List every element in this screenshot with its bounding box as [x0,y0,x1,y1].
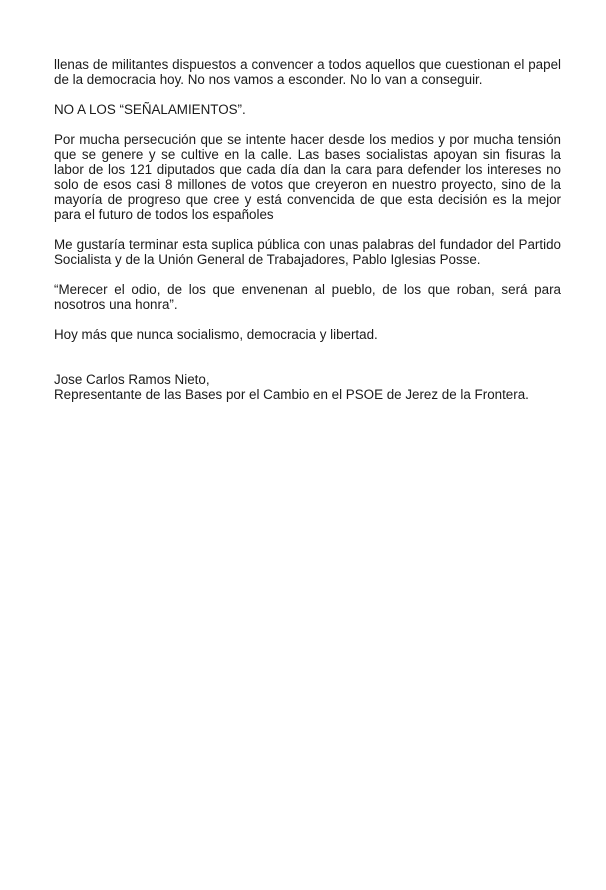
paragraph-closing: Hoy más que nunca socialismo, democracia y libertad. [54,327,378,342]
document-body [54,57,561,402]
paragraph-persecucion: Por mucha persecución que se intente hacer desde los medios y por mucha tensión que se genere y se cultive en la calle. Las bases socialistas apoyan sin fisuras la labor de los 121 diputados que cada día dan la cara para defender los intereses no solo de esos casi 8 millones de votos que creyeron en nuestro proyecto, sino de la mayoría de progreso que cree y está convencida de que esta decisión es la mejor para el futuro de todos los españoles [54,132,561,222]
signature-name: Jose Carlos Ramos Nieto, [54,372,210,387]
signature-block [54,372,561,402]
paragraph-suplica: Me gustaría terminar esta suplica pública con unas palabras del fundador del Partido Socialista y de la Unión General de Trabajadores, Pablo Iglesias Posse. [54,237,561,267]
paragraph-militantes: llenas de militantes dispuestos a convencer a todos aquellos que cuestionan el papel de la democracia hoy. No nos vamos a esconder. No lo van a conseguir. [54,57,561,87]
paragraph-quote: “Merecer el odio, de los que envenenan al pueblo, de los que roban, será para nosotros una honra”. [54,282,561,312]
signature-role: Representante de las Bases por el Cambio en el PSOE de Jerez de la Frontera. [54,387,529,402]
paragraph-senalamientos-heading: NO A LOS “SEÑALAMIENTOS”. [54,102,246,117]
